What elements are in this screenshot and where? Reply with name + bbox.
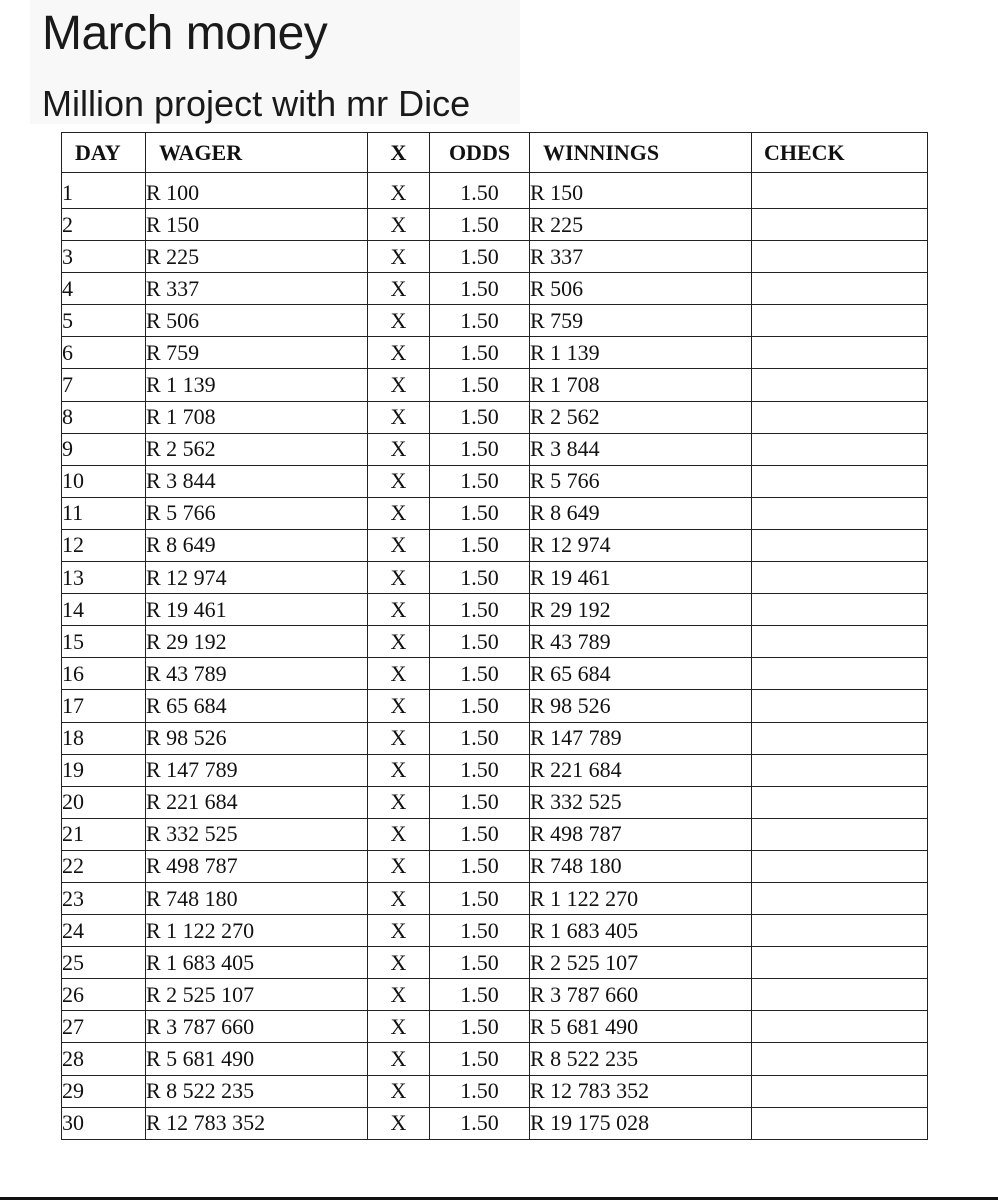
cell-wager: R 3 787 660	[146, 1011, 368, 1043]
cell-odds: 1.50	[430, 1107, 530, 1139]
table-row	[62, 594, 928, 626]
cell-check	[752, 915, 928, 947]
cell-day: 1	[62, 173, 146, 209]
table-row	[62, 241, 928, 273]
cell-x: X	[368, 1011, 430, 1043]
cell-wager: R 332 525	[146, 818, 368, 850]
cell-check	[752, 369, 928, 401]
cell-wager: R 147 789	[146, 754, 368, 786]
cell-check	[752, 786, 928, 818]
cell-x: X	[368, 1075, 430, 1107]
cell-odds: 1.50	[430, 273, 530, 305]
cell-winnings: R 98 526	[530, 690, 752, 722]
cell-check	[752, 1011, 928, 1043]
cell-check	[752, 850, 928, 882]
table-row	[62, 882, 928, 914]
cell-wager: R 43 789	[146, 658, 368, 690]
cell-check	[752, 690, 928, 722]
cell-odds: 1.50	[430, 337, 530, 369]
cell-wager: R 5 681 490	[146, 1043, 368, 1075]
cell-day: 4	[62, 273, 146, 305]
cell-x: X	[368, 369, 430, 401]
table-row	[62, 754, 928, 786]
cell-check	[752, 1043, 928, 1075]
cell-wager: R 2 525 107	[146, 979, 368, 1011]
cell-odds: 1.50	[430, 658, 530, 690]
table-row	[62, 305, 928, 337]
cell-winnings: R 65 684	[530, 658, 752, 690]
cell-odds: 1.50	[430, 465, 530, 497]
cell-check	[752, 273, 928, 305]
table-row	[62, 465, 928, 497]
cell-x: X	[368, 1107, 430, 1139]
cell-check	[752, 401, 928, 433]
cell-day: 24	[62, 915, 146, 947]
cell-winnings: R 19 175 028	[530, 1107, 752, 1139]
cell-x: X	[368, 882, 430, 914]
cell-odds: 1.50	[430, 433, 530, 465]
cell-winnings: R 5 766	[530, 465, 752, 497]
cell-winnings: R 43 789	[530, 626, 752, 658]
table-body	[62, 173, 928, 1140]
cell-wager: R 748 180	[146, 882, 368, 914]
cell-winnings: R 1 683 405	[530, 915, 752, 947]
cell-wager: R 506	[146, 305, 368, 337]
cell-check	[752, 722, 928, 754]
cell-check	[752, 818, 928, 850]
cell-winnings: R 8 649	[530, 497, 752, 529]
cell-check	[752, 626, 928, 658]
cell-day: 6	[62, 337, 146, 369]
cell-winnings: R 225	[530, 209, 752, 241]
wager-table	[61, 132, 928, 1140]
table-row	[62, 1075, 928, 1107]
cell-x: X	[368, 337, 430, 369]
cell-winnings: R 8 522 235	[530, 1043, 752, 1075]
cell-odds: 1.50	[430, 562, 530, 594]
cell-odds: 1.50	[430, 241, 530, 273]
cell-odds: 1.50	[430, 979, 530, 1011]
cell-day: 27	[62, 1011, 146, 1043]
cell-check	[752, 497, 928, 529]
cell-odds: 1.50	[430, 882, 530, 914]
cell-winnings: R 3 787 660	[530, 979, 752, 1011]
column-header-odds: ODDS	[430, 133, 530, 173]
cell-wager: R 150	[146, 209, 368, 241]
cell-x: X	[368, 658, 430, 690]
cell-winnings: R 5 681 490	[530, 1011, 752, 1043]
cell-day: 23	[62, 882, 146, 914]
cell-odds: 1.50	[430, 818, 530, 850]
cell-x: X	[368, 433, 430, 465]
table-row	[62, 658, 928, 690]
cell-winnings: R 19 461	[530, 562, 752, 594]
cell-wager: R 2 562	[146, 433, 368, 465]
cell-day: 2	[62, 209, 146, 241]
cell-winnings: R 759	[530, 305, 752, 337]
cell-x: X	[368, 626, 430, 658]
cell-wager: R 8 649	[146, 529, 368, 561]
column-header-winnings: WINNINGS	[530, 133, 752, 173]
page-title: March money	[42, 7, 328, 60]
cell-winnings: R 150	[530, 173, 752, 209]
cell-odds: 1.50	[430, 594, 530, 626]
table-row	[62, 626, 928, 658]
cell-x: X	[368, 1043, 430, 1075]
column-header-check: CHECK	[752, 133, 928, 173]
cell-check	[752, 241, 928, 273]
cell-odds: 1.50	[430, 626, 530, 658]
table-row	[62, 401, 928, 433]
cell-odds: 1.50	[430, 1011, 530, 1043]
cell-day: 13	[62, 562, 146, 594]
table-header-row	[62, 133, 928, 173]
cell-winnings: R 337	[530, 241, 752, 273]
cell-day: 15	[62, 626, 146, 658]
cell-x: X	[368, 529, 430, 561]
cell-day: 12	[62, 529, 146, 561]
cell-winnings: R 12 974	[530, 529, 752, 561]
cell-odds: 1.50	[430, 529, 530, 561]
cell-check	[752, 209, 928, 241]
cell-wager: R 3 844	[146, 465, 368, 497]
table-row	[62, 915, 928, 947]
cell-odds: 1.50	[430, 1075, 530, 1107]
cell-check	[752, 337, 928, 369]
table-row	[62, 273, 928, 305]
cell-winnings: R 506	[530, 273, 752, 305]
cell-day: 29	[62, 1075, 146, 1107]
cell-odds: 1.50	[430, 209, 530, 241]
cell-wager: R 29 192	[146, 626, 368, 658]
cell-wager: R 225	[146, 241, 368, 273]
cell-winnings: R 1 708	[530, 369, 752, 401]
table-row	[62, 497, 928, 529]
cell-wager: R 498 787	[146, 850, 368, 882]
cell-winnings: R 3 844	[530, 433, 752, 465]
cell-wager: R 337	[146, 273, 368, 305]
cell-day: 18	[62, 722, 146, 754]
table-row	[62, 979, 928, 1011]
cell-day: 17	[62, 690, 146, 722]
cell-day: 22	[62, 850, 146, 882]
cell-winnings: R 147 789	[530, 722, 752, 754]
cell-odds: 1.50	[430, 401, 530, 433]
cell-winnings: R 1 122 270	[530, 882, 752, 914]
cell-x: X	[368, 786, 430, 818]
cell-x: X	[368, 305, 430, 337]
cell-x: X	[368, 273, 430, 305]
cell-day: 8	[62, 401, 146, 433]
table-row	[62, 786, 928, 818]
cell-wager: R 759	[146, 337, 368, 369]
table-row	[62, 433, 928, 465]
cell-winnings: R 748 180	[530, 850, 752, 882]
cell-check	[752, 979, 928, 1011]
cell-check	[752, 562, 928, 594]
cell-wager: R 98 526	[146, 722, 368, 754]
table-row	[62, 690, 928, 722]
cell-day: 5	[62, 305, 146, 337]
cell-wager: R 1 683 405	[146, 947, 368, 979]
cell-x: X	[368, 947, 430, 979]
cell-check	[752, 465, 928, 497]
table-row	[62, 337, 928, 369]
cell-day: 19	[62, 754, 146, 786]
cell-wager: R 1 139	[146, 369, 368, 401]
cell-check	[752, 529, 928, 561]
cell-wager: R 65 684	[146, 690, 368, 722]
cell-check	[752, 1107, 928, 1139]
cell-day: 14	[62, 594, 146, 626]
column-header-day: DAY	[62, 133, 146, 173]
cell-odds: 1.50	[430, 947, 530, 979]
cell-winnings: R 498 787	[530, 818, 752, 850]
column-header-wager: WAGER	[146, 133, 368, 173]
cell-day: 21	[62, 818, 146, 850]
cell-winnings: R 332 525	[530, 786, 752, 818]
table-row	[62, 1011, 928, 1043]
cell-odds: 1.50	[430, 690, 530, 722]
table-row	[62, 529, 928, 561]
cell-x: X	[368, 241, 430, 273]
table-row	[62, 173, 928, 209]
cell-wager: R 19 461	[146, 594, 368, 626]
cell-x: X	[368, 465, 430, 497]
cell-x: X	[368, 594, 430, 626]
cell-wager: R 1 708	[146, 401, 368, 433]
cell-x: X	[368, 209, 430, 241]
table-row	[62, 209, 928, 241]
cell-day: 28	[62, 1043, 146, 1075]
table-row	[62, 722, 928, 754]
cell-odds: 1.50	[430, 369, 530, 401]
table-row	[62, 850, 928, 882]
table-row	[62, 1107, 928, 1139]
cell-wager: R 221 684	[146, 786, 368, 818]
cell-wager: R 5 766	[146, 497, 368, 529]
cell-day: 20	[62, 786, 146, 818]
cell-x: X	[368, 979, 430, 1011]
cell-check	[752, 305, 928, 337]
cell-x: X	[368, 497, 430, 529]
cell-day: 30	[62, 1107, 146, 1139]
cell-odds: 1.50	[430, 1043, 530, 1075]
cell-wager: R 12 783 352	[146, 1107, 368, 1139]
cell-winnings: R 221 684	[530, 754, 752, 786]
table-row	[62, 818, 928, 850]
cell-winnings: R 2 525 107	[530, 947, 752, 979]
cell-odds: 1.50	[430, 915, 530, 947]
cell-wager: R 100	[146, 173, 368, 209]
cell-x: X	[368, 850, 430, 882]
cell-day: 16	[62, 658, 146, 690]
cell-wager: R 8 522 235	[146, 1075, 368, 1107]
cell-winnings: R 1 139	[530, 337, 752, 369]
cell-wager: R 1 122 270	[146, 915, 368, 947]
cell-check	[752, 173, 928, 209]
cell-odds: 1.50	[430, 173, 530, 209]
cell-check	[752, 754, 928, 786]
cell-odds: 1.50	[430, 786, 530, 818]
cell-odds: 1.50	[430, 305, 530, 337]
cell-day: 7	[62, 369, 146, 401]
cell-x: X	[368, 562, 430, 594]
cell-x: X	[368, 722, 430, 754]
cell-check	[752, 594, 928, 626]
cell-odds: 1.50	[430, 850, 530, 882]
page-subtitle: Million project with mr Dice	[42, 83, 471, 124]
table-row	[62, 562, 928, 594]
table-row	[62, 947, 928, 979]
cell-day: 10	[62, 465, 146, 497]
table-row	[62, 369, 928, 401]
cell-check	[752, 1075, 928, 1107]
cell-x: X	[368, 401, 430, 433]
cell-odds: 1.50	[430, 754, 530, 786]
cell-check	[752, 882, 928, 914]
cell-winnings: R 12 783 352	[530, 1075, 752, 1107]
cell-x: X	[368, 915, 430, 947]
cell-wager: R 12 974	[146, 562, 368, 594]
cell-winnings: R 29 192	[530, 594, 752, 626]
cell-x: X	[368, 754, 430, 786]
cell-check	[752, 947, 928, 979]
cell-day: 11	[62, 497, 146, 529]
cell-x: X	[368, 818, 430, 850]
cell-x: X	[368, 690, 430, 722]
cell-winnings: R 2 562	[530, 401, 752, 433]
cell-day: 26	[62, 979, 146, 1011]
table-row	[62, 1043, 928, 1075]
cell-day: 9	[62, 433, 146, 465]
cell-odds: 1.50	[430, 722, 530, 754]
cell-day: 25	[62, 947, 146, 979]
cell-check	[752, 658, 928, 690]
cell-day: 3	[62, 241, 146, 273]
cell-check	[752, 433, 928, 465]
cell-odds: 1.50	[430, 497, 530, 529]
column-header-x: X	[368, 133, 430, 173]
cell-x: X	[368, 173, 430, 209]
